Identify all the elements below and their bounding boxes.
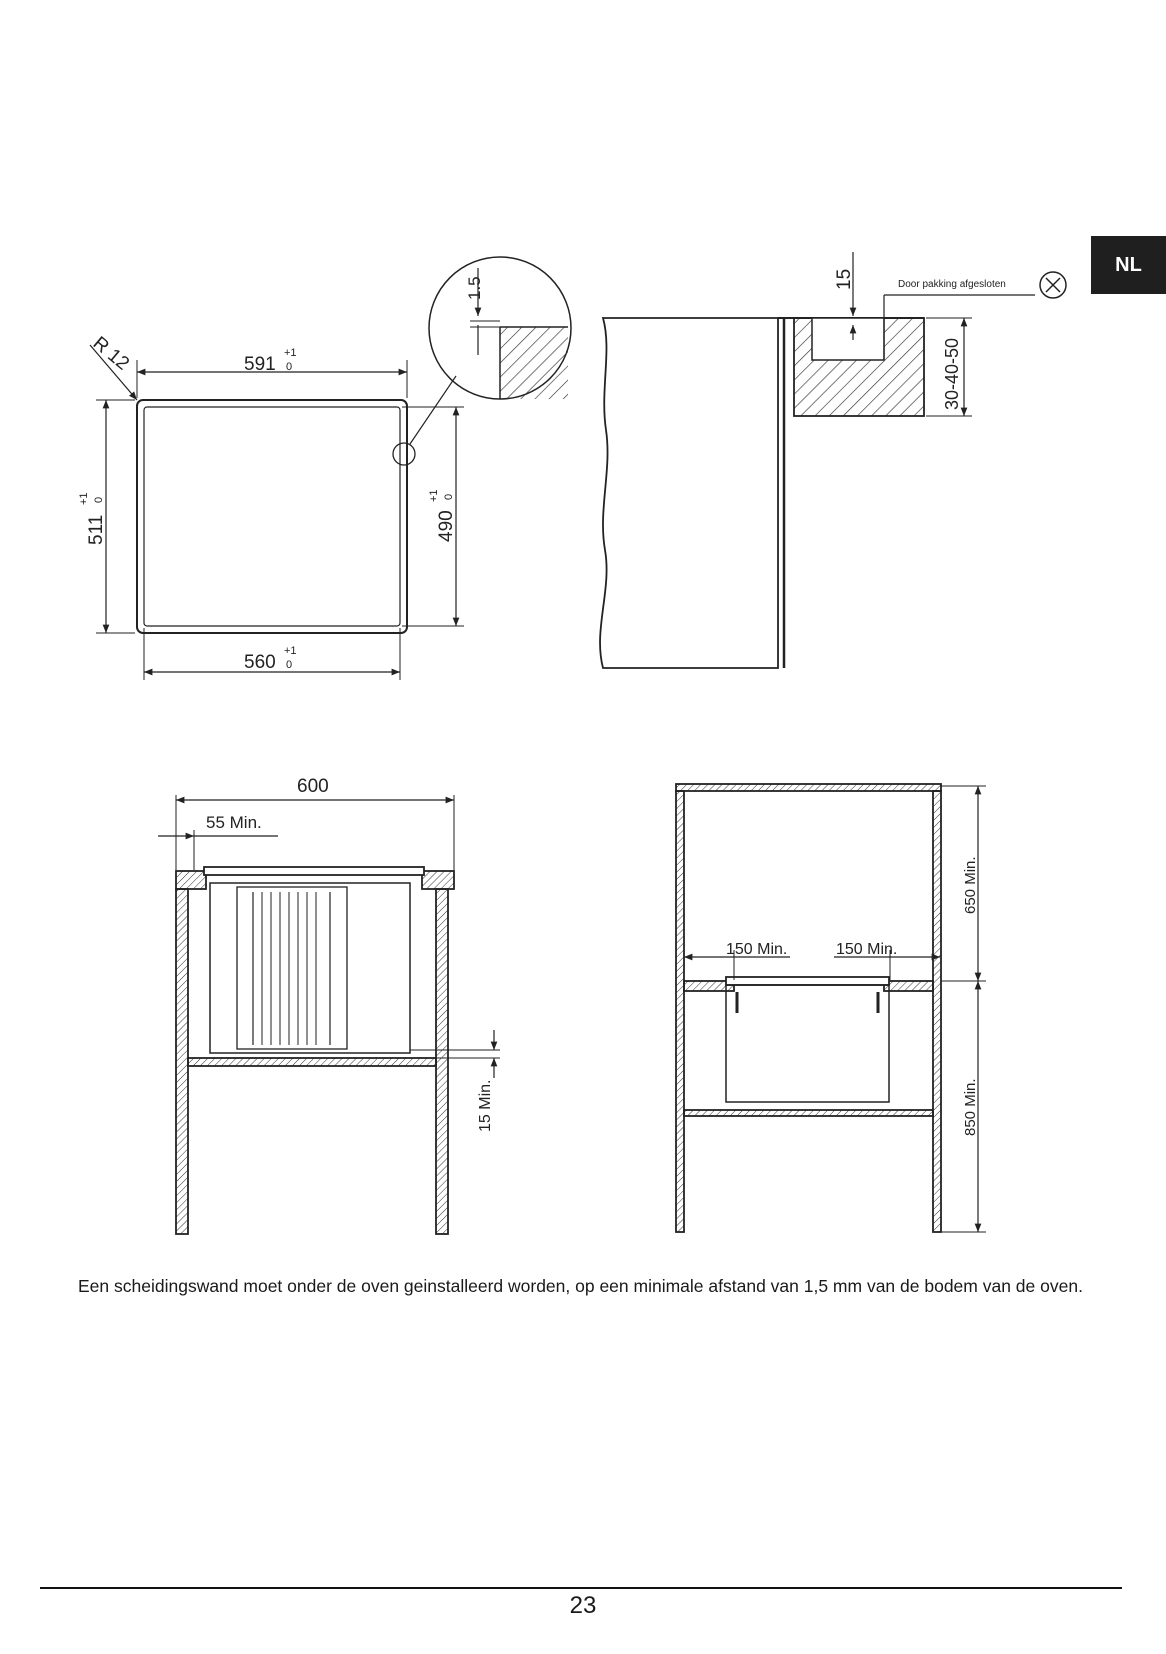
oven-width-label: 600 [297, 776, 329, 797]
radius-label: R 12 [88, 332, 134, 375]
page-number: 23 [569, 1592, 597, 1619]
gasket-cutout [812, 318, 884, 360]
installation-note: Een scheidingswand moet onder de oven geinstalleerd worden, op een minimale afstand van 1,5 mm van de bodem van de oven. [78, 1275, 1083, 1296]
tol-plus: +1 [428, 489, 440, 502]
left-clearance-label: 150 Min. [726, 941, 788, 958]
top-height-label: 650 Min. [962, 856, 979, 914]
tol-zero: 0 [286, 659, 293, 671]
language-tab: NL [1091, 236, 1166, 294]
oven-body [210, 883, 410, 1053]
cutout-inner-outline [144, 407, 400, 626]
width-outer-label: 591 [244, 354, 276, 375]
tol-zero: 0 [286, 361, 293, 373]
tol-plus: +1 [78, 492, 90, 505]
tol-zero: 0 [443, 493, 455, 500]
detail-marker [393, 443, 415, 465]
worktop-thickness-label: 30-40-50 [942, 337, 962, 410]
detail-gap-label: 1.5 [465, 276, 484, 300]
separation-panel [188, 1058, 436, 1066]
tol-zero: 0 [93, 496, 105, 503]
gasket-dim-label: 15 [834, 268, 855, 290]
hob [726, 977, 889, 985]
cabinet-section [676, 784, 986, 1232]
depth-outer-label: 511 [86, 514, 107, 545]
rear-clearance-label: 55 Min. [206, 813, 262, 832]
tol-plus: +1 [284, 347, 297, 359]
oven-install-section [158, 795, 500, 1234]
footer-rule [40, 1587, 1122, 1589]
cutout-outer-outline [137, 400, 407, 633]
worktop-section [600, 252, 1066, 668]
depth-inner-label: 490 [436, 510, 457, 542]
drawer-unit [726, 985, 889, 1102]
width-inner-label: 560 [244, 652, 276, 673]
right-clearance-label: 150 Min. [836, 941, 898, 958]
bottom-height-label: 850 Min. [962, 1078, 979, 1136]
bottom-gap-label: 15 Min. [477, 1079, 494, 1132]
tol-plus: +1 [284, 645, 297, 657]
gasket-note: Door pakking afgesloten [898, 279, 1006, 290]
cutout-plan [90, 257, 571, 680]
